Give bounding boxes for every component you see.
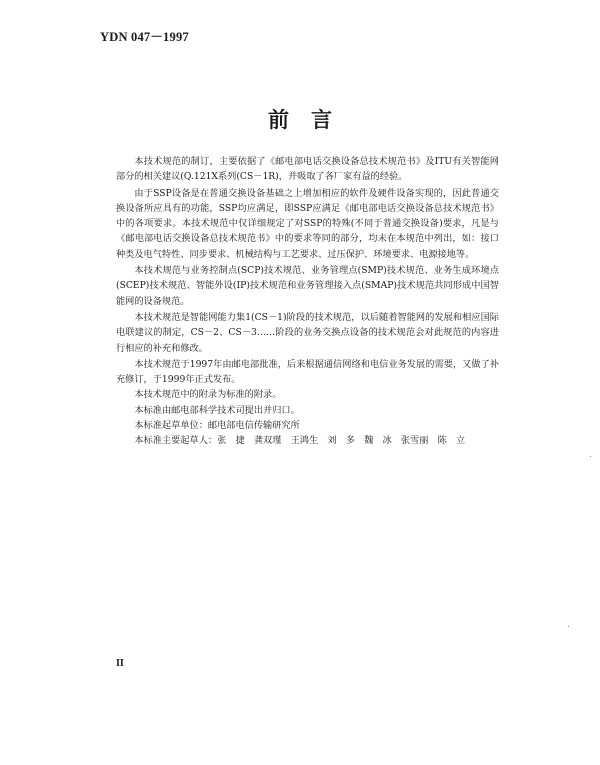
paragraph-drafters: 本标准主要起草人：张 捷 龚双瑾 王鸿生 刘 多 魏 冰 张雪丽 陈 立 <box>134 435 466 447</box>
page-title: 前言 <box>268 107 354 132</box>
paragraph-ssp-requirements: 由于SSP设备是在普通交换设备基础之上增加相应的软件及硬件设备实现的，因此普通交换设备所应具有的功能，SSP均应满足，即SSP应满足《邮电部电话交换设备总技术规范书》中的各项要求。本技术规范中仅详细规定了对SSP的特殊(不同于普通交换设备)要求，凡是与《邮电部电话交换设备总技术规范书》中的要求等同的部分，均未在本规范中列出，如：接口种类及电气特性、同步要求、机械结构与工艺要求、过压保护、环境要求、电源接地等。 <box>116 187 499 260</box>
scan-speck <box>568 626 569 627</box>
paragraph-approval: 本技术规范于1997年由邮电部批准，后来根据通信网络和电信业务发展的需要，又做了补充修订，于1999年正式发布。 <box>116 358 499 386</box>
paragraph-proposer: 本标准由邮电部科学技术司提出并归口。 <box>134 404 300 416</box>
paragraph-appendix: 本技术规范中的附录为标准的附录。 <box>134 389 282 401</box>
document-code: YDN 047－1997 <box>100 30 189 44</box>
paragraph-drafting-unit: 本标准起草单位：邮电部电信传输研究所 <box>134 420 300 432</box>
paragraph-cs1-stage: 本技术规范是智能网能力集1(CS－1)阶段的技术规范，以后随着智能网的发展和相应国际电联建议的制定，CS－2、CS－3……阶段的业务交换点设备的技术规范会对此规范的内容进行相应的补充和修改。 <box>116 311 499 354</box>
paragraph-basis: 本技术规范的制订，主要依据了《邮电部电话交换设备总技术规范书》及ITU有关智能网部分的相关建议(Q.121X系列(CS－1R)，并吸取了各厂家有益的经验。 <box>116 156 499 183</box>
paragraph-related-specs: 本技术规范与业务控制点(SCP)技术规范、业务管理点(SMP)技术规范、业务生成环境点(SCEP)技术规范、智能外设(IP)技术规范和业务管理接入点(SMAP)技术规范共同形成中国智能网的设备规范。 <box>116 265 499 307</box>
scan-speck <box>590 456 591 457</box>
page-number: II <box>116 658 124 669</box>
preface-body <box>116 154 499 449</box>
